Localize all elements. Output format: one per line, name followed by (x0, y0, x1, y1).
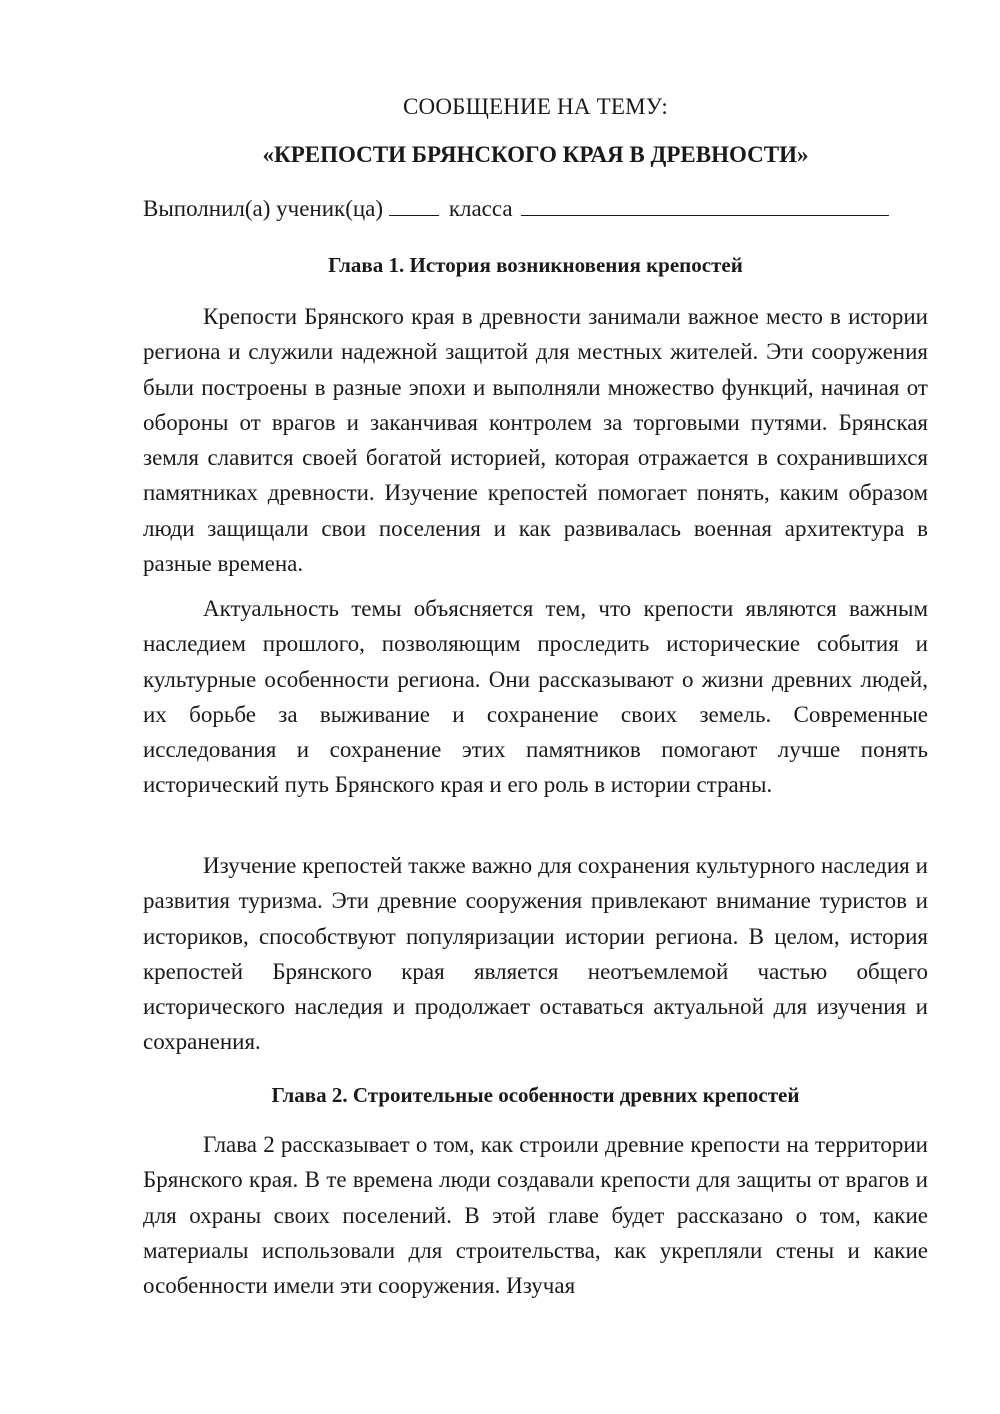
chapter-2-paragraph-1: Глава 2 рассказывает о том, как строили древние крепости на территории Брянского края. В те времена люди создавали крепости для защиты от врагов и для охраны своих поселений. В этой главе будет рассказано о том, какие материалы использовали для строительства, как укрепляли стены и какие особенности имели эти сооружения. Изучая (143, 1132, 928, 1299)
student-name-blank (521, 197, 889, 216)
document-title-line1: СООБЩЕНИЕ НА ТЕМУ: (403, 94, 668, 119)
class-number-blank (389, 197, 439, 216)
class-label: класса (448, 196, 513, 221)
chapter-2-heading: Глава 2. Строительные особенности древних крепостей (271, 1083, 800, 1107)
chapter-1-paragraph-3: Изучение крепостей также важно для сохранения культурного наследия и развития туризма. Эти древние сооружения привлекают внимание туристов и историков, способствуют популяризации истории региона. В целом, история крепостей Брянского края является неотъемлемой частью общего исторического наследия и продолжает оставаться актуальной для изучения и сохранения. (143, 853, 928, 1055)
chapter-1-paragraph-1: Крепости Брянского края в древности занимали важное место в истории региона и служили надежной защитой для местных жителей. Эти сооружения были построены в разные эпохи и выполняли множество функций, начиная от обороны от врагов и заканчивая контролем за торговыми путями. Брянская земля славится своей богатой историей, которая отражается в сохранившихся памятниках древности. Изучение крепостей помогает понять, каким образом люди защищали свои поселения и как развивалась военная архитектура в разные времена. (143, 304, 928, 577)
document-title-line2: «КРЕПОСТИ БРЯНСКОГО КРАЯ В ДРЕВНОСТИ» (262, 142, 809, 167)
performer-label: Выполнил(а) ученик(ца) (143, 196, 384, 221)
performer-line (143, 196, 928, 222)
chapter-1-paragraph-2: Актуальность темы объясняется тем, что крепости являются важным наследием прошлого, позволяющим проследить исторические события и культурные особенности региона. Они рассказывают о жизни древних людей, их борьбе за выживание и сохранение своих земель. Современные исследования и сохранение этих памятников помогают лучше понять исторический путь Брянского края и его роль в истории страны. (143, 596, 928, 798)
chapter-1-heading: Глава 1. История возникновения крепостей (328, 253, 743, 277)
